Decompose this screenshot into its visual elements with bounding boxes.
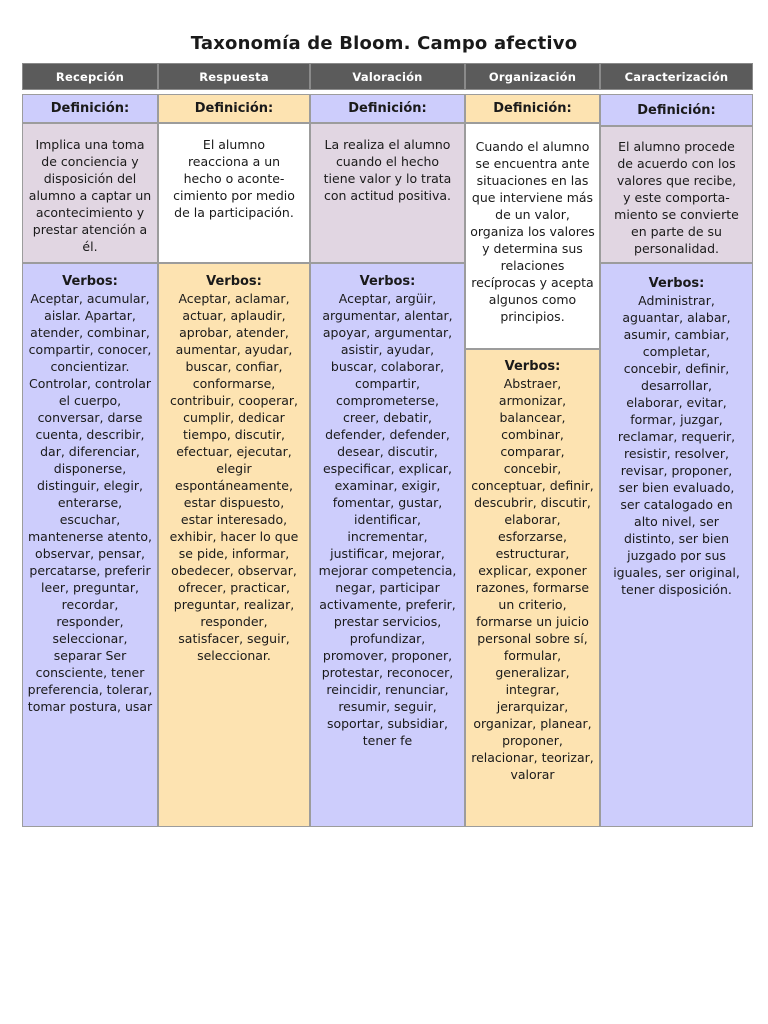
header-valoracion: Valoración xyxy=(310,63,465,90)
definition-text-recepcion: Implica una toma de conciencia y disposición del alumno a captar un acontecimiento y prestar atención a él. xyxy=(28,137,152,254)
definition-box-recepcion xyxy=(22,123,158,263)
verbs-box-respuesta xyxy=(158,263,310,827)
verbs-box-organizacion xyxy=(465,349,600,827)
verbs-box-caracterizacion xyxy=(600,263,753,827)
definition-heading-recepcion xyxy=(22,94,158,123)
definition-heading-respuesta xyxy=(158,94,310,123)
verbs-label: Verbos: xyxy=(504,359,561,374)
definition-heading-caracterizacion xyxy=(600,94,753,126)
verbs-label: Verbos: xyxy=(206,274,262,289)
definition-text-respuesta: El alumno reacciona a un hecho o aconte-cimiento por medio de la participación. xyxy=(173,137,295,220)
header-respuesta: Respuesta xyxy=(158,63,310,90)
verbs-label: Verbos: xyxy=(359,274,416,289)
definition-heading-valoracion xyxy=(310,94,465,123)
page-title: Taxonomía de Bloom. Campo afectivo xyxy=(190,33,578,54)
definition-label: Definición: xyxy=(493,101,572,116)
verbs-label: Verbos: xyxy=(648,276,705,291)
verbs-text-caracterizacion: Administrar, aguantar, alabar, asumir, cambiar, completar, concebir, definir, desarrollar, elaborar, evitar, formar, juzgar, reclamar, requerir, resistir, resolver, revisar, proponer, ser bien evaluado, ser catalogado en alto nivel, ser distinto, ser bien juzgado por sus iguales, ser original, tener disposición. xyxy=(613,293,740,597)
definition-text-valoracion: La realiza el alumno cuando el hecho tiene valor y lo trata con actitud positiva. xyxy=(323,137,452,203)
verbs-text-recepcion: Aceptar, acumular, aislar. Apartar, atender, combinar, compartir, conocer, concientizar. Controlar, controlar el cuerpo, conversar, darse cuenta, describir, dar, diferenciar, disponerse, distinguir, elegir, enterarse, escuchar, mantenerse atento, observar, pensar, percatarse, preferir leer, preguntar, recordar, responder, seleccionar, separar Ser consciente, tener preferencia, tolerar, tomar postura, usar xyxy=(27,291,153,714)
verbs-box-valoracion xyxy=(310,263,465,827)
header-recepcion: Recepción xyxy=(22,63,158,90)
verbs-text-organizacion: Abstraer, armonizar, balancear, combinar, comparar, concebir, conceptuar, definir, descubrir, discutir, elaborar, esforzarse, estructurar, explicar, exponer razones, formarse un criterio, formarse un juicio personal sobre sí, formular, generalizar, integrar, jerarquizar, organizar, planear, proponer, relacionar, teorizar, valorar xyxy=(471,376,594,782)
verbs-text-valoracion: Aceptar, argüir, argumentar, alentar, apoyar, argumentar, asistir, ayudar, buscar, colaborar, compartir, comprometerse, creer, debatir, defender, defender, desear, discutir, especificar, explicar, examinar, exigir, fomentar, gustar, identificar, incrementar, justificar, mejorar, mejorar competencia, negar, participar activamente, preferir, prestar servicios, profundizar, promover, proponer, protestar, reconocer, reincidir, renunciar, resumir, seguir, soportar, subsidiar, tener fe xyxy=(318,291,457,748)
definition-label: Definición: xyxy=(50,101,130,116)
definition-label: Definición: xyxy=(637,102,716,118)
definition-heading-organizacion xyxy=(465,94,600,123)
header-organizacion: Organización xyxy=(465,63,600,90)
verbs-box-recepcion xyxy=(22,263,158,827)
definition-box-organizacion xyxy=(465,123,600,349)
header-caracterizacion: Caracterización xyxy=(600,63,753,90)
definition-label: Definición: xyxy=(194,101,274,116)
verbs-text-respuesta: Aceptar, aclamar, actuar, aplaudir, aprobar, atender, aumentar, ayudar, buscar, confiar, conformarse, contribuir, cooperar, cumplir, dedicar tiempo, discutir, efectuar, ejecutar, elegir espontáneamente, estar dispuesto, estar interesado, exhibir, hacer lo que se pide, informar, obedecer, observar, ofrecer, practicar, preguntar, realizar, responder, satisfacer, seguir, seleccionar. xyxy=(169,291,299,663)
definition-label: Definición: xyxy=(348,101,427,116)
definition-text-caracterizacion: El alumno procede de acuerdo con los valores que recibe, y este comporta-miento se convierte en parte de su personalidad. xyxy=(614,139,739,256)
definition-box-valoracion xyxy=(310,123,465,263)
definition-box-caracterizacion xyxy=(600,126,753,263)
verbs-label: Verbos: xyxy=(62,274,118,289)
definition-box-respuesta xyxy=(158,123,310,263)
definition-text-organizacion: Cuando el alumno se encuentra ante situaciones en las que interviene más de un valor, organiza los valores y determina sus relaciones recíprocas y acepta algunos como principios. xyxy=(470,139,595,324)
